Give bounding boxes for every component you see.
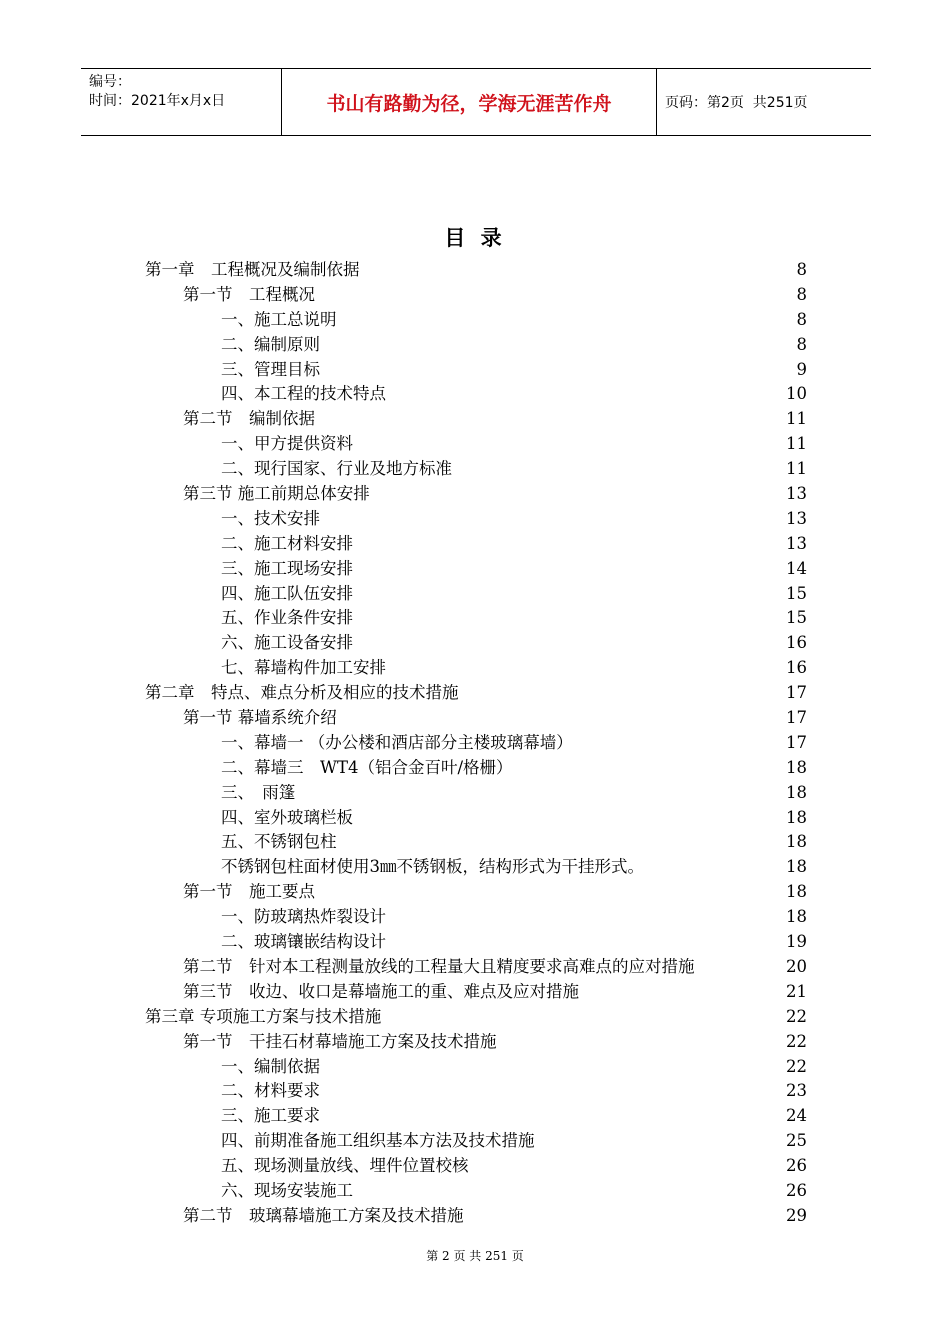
- toc-entry-title: 第一节 施工要点: [183, 882, 315, 902]
- toc-entry-page: 22: [786, 1056, 807, 1076]
- toc-entry-title: 第一章 工程概况及编制依据: [145, 260, 360, 279]
- toc-entry-page: 20: [786, 956, 807, 976]
- toc-entry[interactable]: [0, 1030, 950, 1055]
- toc-entry-page: 17: [786, 708, 807, 728]
- toc-entry-title: 二、幕墙三 WT4（铝合金百叶/格栅）: [221, 757, 513, 777]
- toc-entry-title: 一、技术安排: [221, 508, 320, 528]
- toc-entry-title: 二、现行国家、行业及地方标准: [221, 459, 452, 479]
- toc-entry[interactable]: [0, 1055, 950, 1080]
- toc-entry[interactable]: [0, 955, 950, 980]
- toc-entry[interactable]: [0, 258, 950, 283]
- toc-entry-title: 四、室外玻璃栏板: [221, 807, 353, 827]
- toc-entry-title: 第二节 编制依据: [183, 409, 315, 429]
- toc-entry-title: 第二节 玻璃幕墙施工方案及技术措施: [183, 1205, 464, 1225]
- header-motto: 书山有路勤为径，学海无涯苦作舟: [282, 69, 657, 135]
- toc-entry-page: 17: [786, 683, 807, 703]
- toc-entry-title: 第一节 幕墙系统介绍: [183, 708, 337, 728]
- toc-entry-title: 五、现场测量放线、埋件位置校核: [221, 1156, 469, 1176]
- toc-entry[interactable]: [0, 1129, 950, 1154]
- toc-entry-page: 18: [786, 832, 807, 852]
- toc-entry-title: 四、本工程的技术特点: [221, 384, 386, 404]
- toc-entry[interactable]: [0, 880, 950, 905]
- toc-entry[interactable]: [0, 930, 950, 955]
- toc-entry-title: 一、编制依据: [221, 1056, 320, 1076]
- toc-entry-page: 25: [786, 1131, 807, 1151]
- toc-entry-title: 五、不锈钢包柱: [221, 832, 337, 852]
- toc-entry-page: 18: [786, 857, 807, 877]
- toc-entry-page: 8: [796, 334, 807, 354]
- toc-entry-page: 18: [786, 907, 807, 927]
- toc-entry-title: 一、甲方提供资料: [221, 434, 353, 454]
- toc-entry-title: 四、施工队伍安排: [221, 583, 353, 603]
- toc-title: 目 录: [444, 226, 506, 250]
- toc-entry-title: 二、材料要求: [221, 1081, 320, 1101]
- toc-entry-page: 18: [786, 882, 807, 902]
- toc-entry-page: 11: [786, 409, 807, 429]
- toc-entry-title: 三、 雨篷: [221, 782, 296, 802]
- toc-entry[interactable]: [0, 333, 950, 358]
- toc-entry[interactable]: [0, 407, 950, 432]
- toc-entry-title: 四、前期准备施工组织基本方法及技术措施: [221, 1131, 535, 1151]
- toc-entry-page: 13: [786, 508, 807, 528]
- toc-entry-title: 第三节 施工前期总体安排: [183, 484, 370, 504]
- toc-entry-title: 第三节 收边、收口是幕墙施工的重、难点及应对措施: [183, 981, 579, 1001]
- toc-entry[interactable]: [0, 656, 950, 681]
- toc-entry-page: 8: [796, 260, 807, 279]
- toc-entry-page: 11: [786, 459, 807, 479]
- toc-entry[interactable]: [0, 532, 950, 557]
- toc-entry-title: 一、防玻璃热炸裂设计: [221, 907, 386, 927]
- toc-entry-page: 18: [786, 782, 807, 802]
- toc-entry-title: 二、编制原则: [221, 334, 320, 354]
- toc-entry-page: 15: [786, 608, 807, 628]
- toc-entry-page: 22: [786, 1031, 807, 1051]
- toc-entry[interactable]: [0, 1179, 950, 1204]
- toc-entry-page: 18: [786, 757, 807, 777]
- toc-entry[interactable]: [0, 1104, 950, 1129]
- table-of-contents: [0, 258, 950, 1229]
- toc-entry-page: 22: [786, 1006, 807, 1026]
- toc-entry-title: 三、施工现场安排: [221, 558, 353, 578]
- toc-entry[interactable]: [0, 631, 950, 656]
- toc-entry-title: 三、施工要求: [221, 1106, 320, 1126]
- toc-entry-title: 第二节 针对本工程测量放线的工程量大且精度要求高难点的应对措施: [183, 956, 695, 976]
- toc-entry-page: 24: [786, 1106, 807, 1126]
- toc-entry-page: 13: [786, 533, 807, 553]
- toc-entry-page: 13: [786, 484, 807, 504]
- toc-entry-title: 五、作业条件安排: [221, 608, 353, 628]
- toc-entry[interactable]: [0, 382, 950, 407]
- header-date-label: 时间：2021年x月x日: [89, 93, 226, 109]
- toc-entry[interactable]: [0, 507, 950, 532]
- toc-entry-page: 16: [786, 658, 807, 678]
- toc-entry-title: 二、玻璃镶嵌结构设计: [221, 932, 386, 952]
- toc-entry[interactable]: [0, 482, 950, 507]
- toc-entry[interactable]: [0, 706, 950, 731]
- toc-entry-title: 不锈钢包柱面材使用3㎜不锈钢板，结构形式为干挂形式。: [221, 857, 644, 877]
- header-page-info: [657, 69, 871, 135]
- toc-entry-page: 19: [786, 932, 807, 952]
- toc-entry-title: 一、施工总说明: [221, 309, 337, 329]
- toc-entry-page: 11: [786, 434, 807, 454]
- toc-entry[interactable]: [0, 781, 950, 806]
- toc-entry[interactable]: [0, 1079, 950, 1104]
- toc-entry[interactable]: [0, 1005, 950, 1030]
- toc-entry-page: 23: [786, 1081, 807, 1101]
- toc-entry[interactable]: [0, 855, 950, 880]
- toc-entry-page: 17: [786, 732, 807, 752]
- toc-entry-title: 一、幕墙一 （办公楼和酒店部分主楼玻璃幕墙）: [221, 732, 573, 752]
- toc-entry[interactable]: [0, 308, 950, 333]
- toc-entry-page: 8: [796, 284, 807, 304]
- toc-entry[interactable]: [0, 1204, 950, 1229]
- toc-entry-page: 18: [786, 807, 807, 827]
- toc-entry[interactable]: [0, 283, 950, 308]
- toc-entry[interactable]: [0, 582, 950, 607]
- header-page-info-text: 页码：第2页 共251页: [665, 95, 808, 111]
- toc-entry[interactable]: [0, 457, 950, 482]
- toc-entry-page: 15: [786, 583, 807, 603]
- toc-entry[interactable]: [0, 806, 950, 831]
- toc-entry-title: 第二章 特点、难点分析及相应的技术措施: [145, 683, 459, 703]
- toc-entry[interactable]: [0, 681, 950, 706]
- toc-entry[interactable]: [0, 756, 950, 781]
- toc-entry-page: 21: [786, 981, 807, 1001]
- toc-entry[interactable]: [0, 980, 950, 1005]
- toc-entry-title: 六、现场安装施工: [221, 1180, 353, 1200]
- toc-entry[interactable]: [0, 830, 950, 855]
- toc-entry[interactable]: [0, 606, 950, 631]
- page-header: [81, 68, 871, 136]
- toc-entry[interactable]: [0, 1154, 950, 1179]
- toc-entry-page: 14: [786, 558, 807, 578]
- header-number-label: 编号：: [89, 74, 131, 90]
- toc-entry[interactable]: [0, 432, 950, 457]
- toc-entry[interactable]: [0, 358, 950, 383]
- toc-entry-page: 8: [796, 309, 807, 329]
- toc-entry[interactable]: [0, 905, 950, 930]
- toc-entry-page: 26: [786, 1180, 807, 1200]
- toc-entry-page: 26: [786, 1156, 807, 1176]
- toc-entry-title: 三、管理目标: [221, 359, 320, 379]
- toc-entry-title: 七、幕墙构件加工安排: [221, 658, 386, 678]
- toc-entry-page: 10: [786, 384, 807, 404]
- toc-entry-page: 29: [786, 1205, 807, 1225]
- page-footer: 第 2 页 共 251 页: [426, 1249, 524, 1263]
- toc-entry-page: 9: [796, 359, 807, 379]
- toc-entry-title: 第一节 干挂石材幕墙施工方案及技术措施: [183, 1031, 497, 1051]
- toc-entry-page: 16: [786, 633, 807, 653]
- header-meta: [81, 69, 282, 135]
- toc-entry-title: 第一节 工程概况: [183, 284, 315, 304]
- toc-entry-title: 第三章 专项施工方案与技术措施: [145, 1006, 382, 1026]
- toc-entry-title: 二、施工材料安排: [221, 533, 353, 553]
- toc-entry[interactable]: [0, 557, 950, 582]
- toc-entry-title: 六、施工设备安排: [221, 633, 353, 653]
- toc-entry[interactable]: [0, 731, 950, 756]
